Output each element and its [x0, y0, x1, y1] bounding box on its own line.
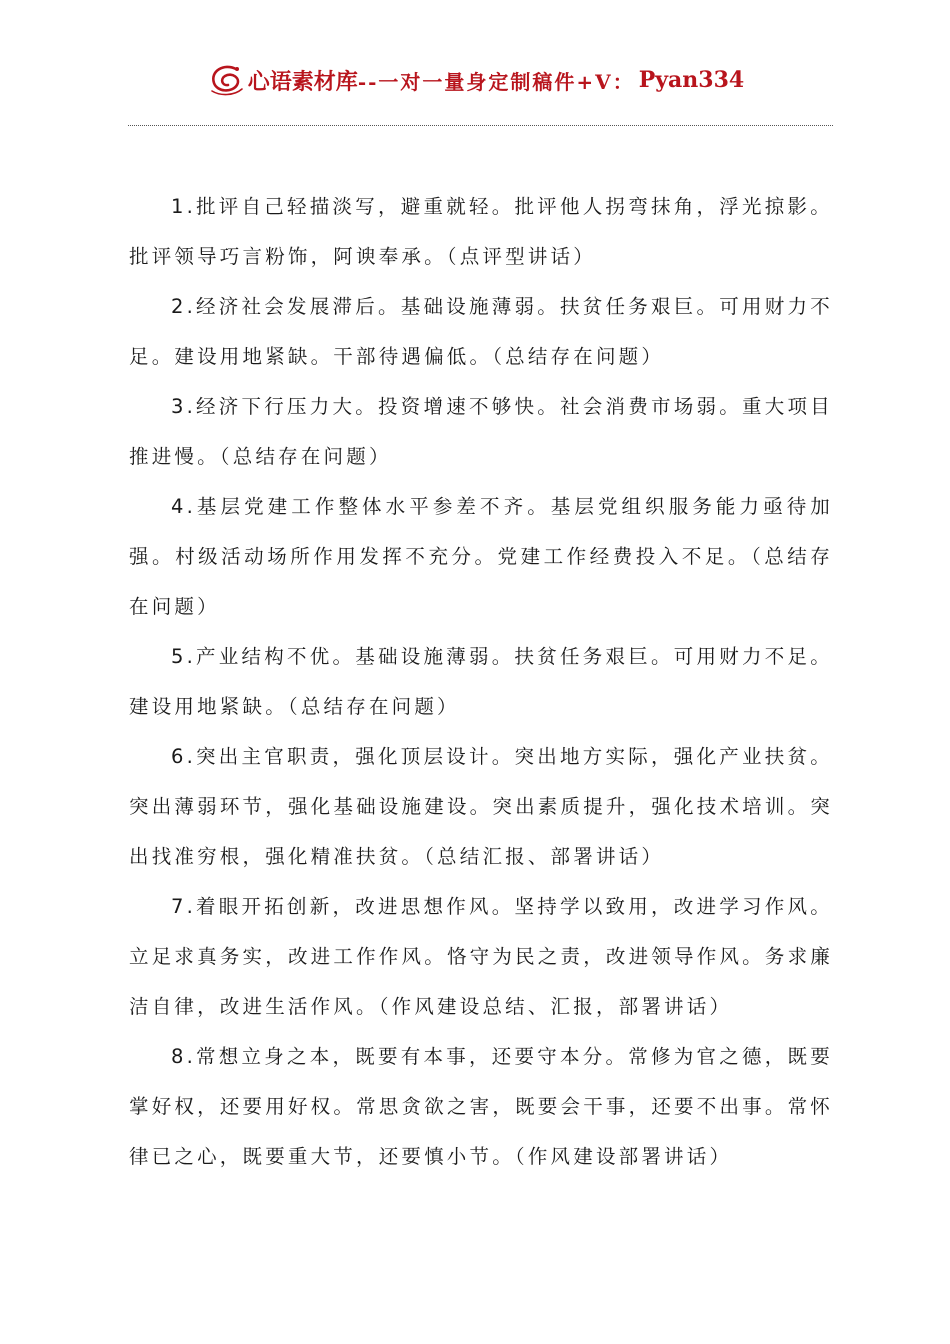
paragraph-8: 8.常想立身之本，既要有本事，还要守本分。常修为官之德，既要掌好权，还要用好权。常思贪欲之害，既要会干事，还要不出事。常怀律已之心，既要重大节，还要慎小节。（作风建设部署讲话） [129, 1045, 833, 1168]
paragraph-4: 4.基层党建工作整体水平参差不齐。基层党组织服务能力亟待加强。村级活动场所作用发挥不充分。党建工作经费投入不足。（总结存在问题） [129, 495, 833, 618]
brand-name: 心语素材库 [247, 68, 358, 95]
paragraph-3: 3.经济下行压力大。投资增速不够快。社会消费市场弱。重大项目推进慢。（总结存在问题） [129, 395, 833, 468]
swirl-logo-icon [206, 63, 246, 97]
page-header [0, 58, 950, 102]
paragraph-7: 7.着眼开拓创新，改进思想作风。坚持学以致用，改进学习作风。立足求真务实，改进工作作风。恪守为民之责，改进领导作风。务求廉洁自律，改进生活作风。（作风建设总结、汇报，部署讲话） [129, 895, 833, 1018]
header-slogan: --一对一量身定制稿件+V： [357, 69, 635, 94]
paragraph-2: 2.经济社会发展滞后。基础设施薄弱。扶贫任务艰巨。可用财力不足。建设用地紧缺。干部待遇偏低。（总结存在问题） [129, 295, 833, 368]
document-body [129, 182, 833, 1182]
paragraph-1: 1.批评自己轻描淡写，避重就轻。批评他人拐弯抹角，浮光掠影。批评领导巧言粉饰，阿谀奉承。（点评型讲话） [129, 195, 833, 268]
contact-id: Pyan334 [638, 67, 745, 93]
paragraph-5: 5.产业结构不优。基础设施薄弱。扶贫任务艰巨。可用财力不足。建设用地紧缺。（总结存在问题） [129, 645, 833, 718]
paragraph-6: 6.突出主官职责，强化顶层设计。突出地方实际，强化产业扶贫。突出薄弱环节，强化基础设施建设。突出素质提升，强化技术培训。突出找准穷根，强化精准扶贫。（总结汇报、部署讲话） [129, 745, 833, 868]
header-divider [128, 125, 833, 126]
